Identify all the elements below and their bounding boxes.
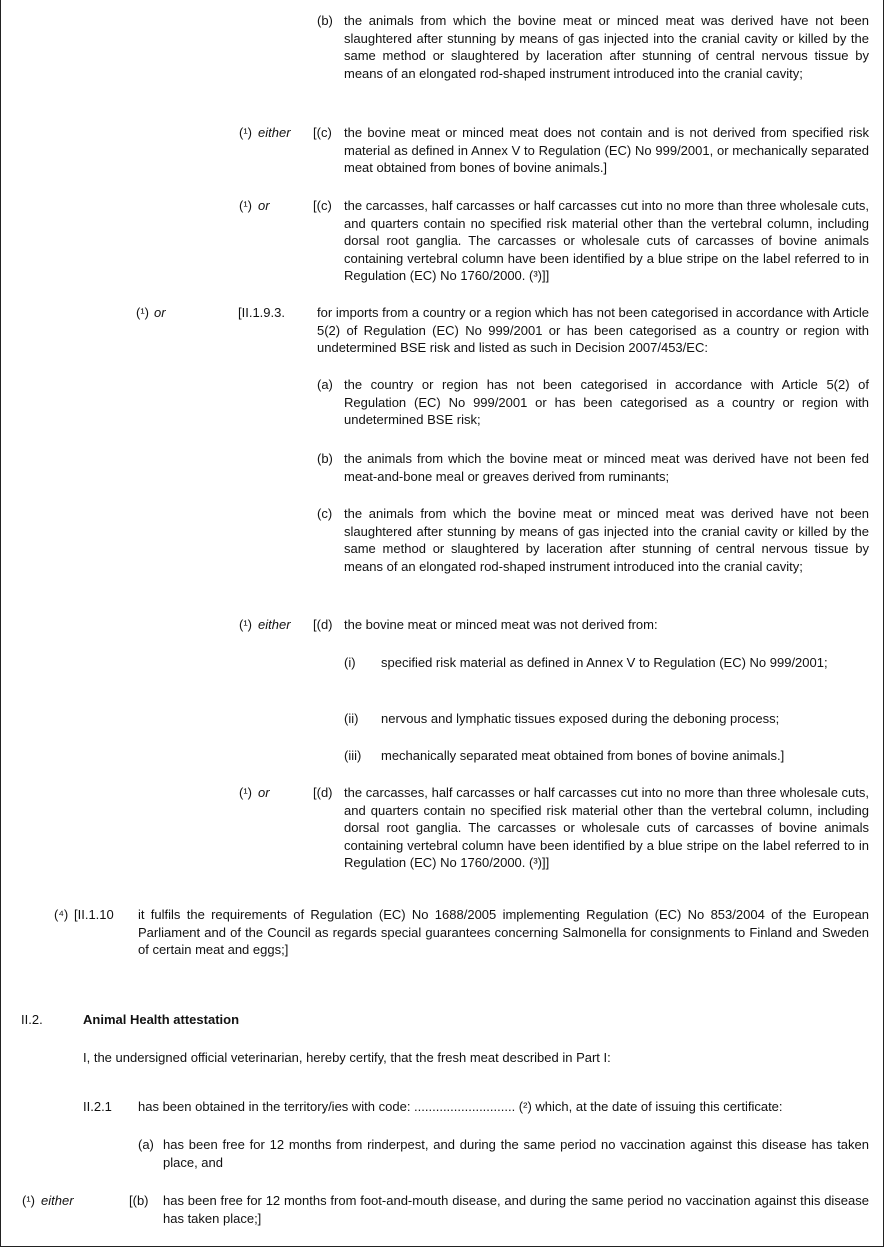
clause-label: (b) bbox=[317, 13, 333, 28]
footnote-ref: (¹) bbox=[239, 125, 252, 140]
clause-label: [(d) bbox=[313, 617, 333, 632]
clause-text: the carcasses, half carcasses or half carcasses cut into no more than three wholesale cuts, and quarters contain no specified risk material other than the vertebral column, including dorsal root ganglia. The carcasses or wholesale cuts of carcasses of bovine animals containing vertebral column have been identified by a blue stripe on the label referred to in Regulation (EC) No 1760/2000. (³)]] bbox=[344, 198, 869, 283]
subclause-label: (iii) bbox=[344, 748, 362, 763]
clause-number: [II.1.10 bbox=[74, 907, 114, 922]
footnote-ref: (¹) bbox=[239, 617, 252, 632]
clause-text: the animals from which the bovine meat or minced meat was derived have not been slaughtered after stunning by means of gas injected into the cranial cavity or killed by the same method or slaughtered by laceration after stunning of central nervous tissue by means of an elongated rod-shaped instrument introduced into the cranial cavity; bbox=[344, 13, 869, 81]
subclause-text: nervous and lymphatic tissues exposed during the deboning process; bbox=[381, 711, 780, 726]
clause-text: has been obtained in the territory/ies with code: ............................ (²) which, at the date of issuing this certificate: bbox=[138, 1099, 783, 1114]
subclause-text: mechanically separated meat obtained from bones of bovine animals.] bbox=[381, 748, 785, 763]
clause-text: the carcasses, half carcasses or half carcasses cut into no more than three wholesale cuts, and quarters contain no specified risk material other than the vertebral column, including dorsal root ganglia. The carcasses or wholesale cuts of carcasses of bovine animals containing vertebral column have been identified by a blue stripe on the label referred to in Regulation (EC) No 1760/2000. (³)]] bbox=[344, 785, 869, 870]
clause-label: [(c) bbox=[313, 125, 332, 140]
clause-text: it fulfils the requirements of Regulation (EC) No 1688/2005 implementing Regulation (EC) No 853/2004 of the European Parliament and of the Council as regards special guarantees concerning Salmonella for consignments to Finland and Sweden of certain meat and eggs;] bbox=[138, 907, 869, 957]
footnote-ref: (⁴) bbox=[54, 907, 69, 922]
condition-either: either bbox=[258, 125, 291, 140]
clause-label: (c) bbox=[317, 506, 333, 521]
condition-or: or bbox=[258, 785, 270, 800]
intro-text: I, the undersigned official veterinarian, hereby certify, that the fresh meat described in Part I: bbox=[83, 1050, 611, 1065]
clause-text: the country or region has not been categorised in accordance with Article 5(2) of Regulation (EC) No 999/2001 or has been categorised as a country or region with undetermined BSE risk; bbox=[344, 377, 869, 427]
condition-or: or bbox=[154, 305, 166, 320]
subclause-label: (i) bbox=[344, 655, 356, 670]
clause-text: for imports from a country or a region which has not been categorised in accordance with Article 5(2) of Regulation (EC) No 999/2001 or has been categorised as a country or region with undetermined BSE risk and listed as such in Decision 2007/453/EC: bbox=[317, 305, 869, 355]
clause-text: the animals from which the bovine meat or minced meat was derived have not been fed meat-and-bone meal or greaves derived from ruminants; bbox=[344, 451, 869, 484]
clause-label: (a) bbox=[317, 377, 333, 392]
footnote-ref: (¹) bbox=[239, 785, 252, 800]
clause-text: the bovine meat or minced meat was not derived from: bbox=[344, 617, 658, 632]
clause-number: II.2.1 bbox=[83, 1099, 112, 1114]
footnote-ref: (¹) bbox=[239, 198, 252, 213]
clause-text: has been free for 12 months from rinderpest, and during the same period no vaccination against this disease has taken place, and bbox=[163, 1137, 869, 1170]
clause-label: [(c) bbox=[313, 198, 332, 213]
section-number: II.2. bbox=[21, 1012, 43, 1027]
clause-text: the bovine meat or minced meat does not contain and is not derived from specified risk material as defined in Annex V to Regulation (EC) No 999/2001, or mechanically separated meat obtained from bones of bovine animals.] bbox=[344, 125, 869, 175]
condition-either: either bbox=[41, 1193, 74, 1208]
clause-label: (a) bbox=[138, 1137, 154, 1152]
subclause-label: (ii) bbox=[344, 711, 359, 726]
footnote-ref: (¹) bbox=[22, 1193, 35, 1208]
clause-label: [(b) bbox=[129, 1193, 149, 1208]
clause-label: [(d) bbox=[313, 785, 333, 800]
condition-either: either bbox=[258, 617, 291, 632]
clause-text: the animals from which the bovine meat or minced meat was derived have not been slaughtered after stunning by means of gas injected into the cranial cavity or killed by the same method or slaughtered by laceration after stunning of central nervous tissue by means of an elongated rod-shaped instrument introduced into the cranial cavity; bbox=[344, 506, 869, 574]
subclause-text: specified risk material as defined in Annex V to Regulation (EC) No 999/2001; bbox=[381, 655, 828, 670]
section-title: Animal Health attestation bbox=[83, 1012, 240, 1027]
clause-text: has been free for 12 months from foot-and-mouth disease, and during the same period no vaccination against this disease has taken place;] bbox=[163, 1193, 869, 1226]
condition-or: or bbox=[258, 198, 270, 213]
clause-number: [II.1.9.3. bbox=[238, 305, 285, 320]
footnote-ref: (¹) bbox=[136, 305, 149, 320]
clause-label: (b) bbox=[317, 451, 333, 466]
